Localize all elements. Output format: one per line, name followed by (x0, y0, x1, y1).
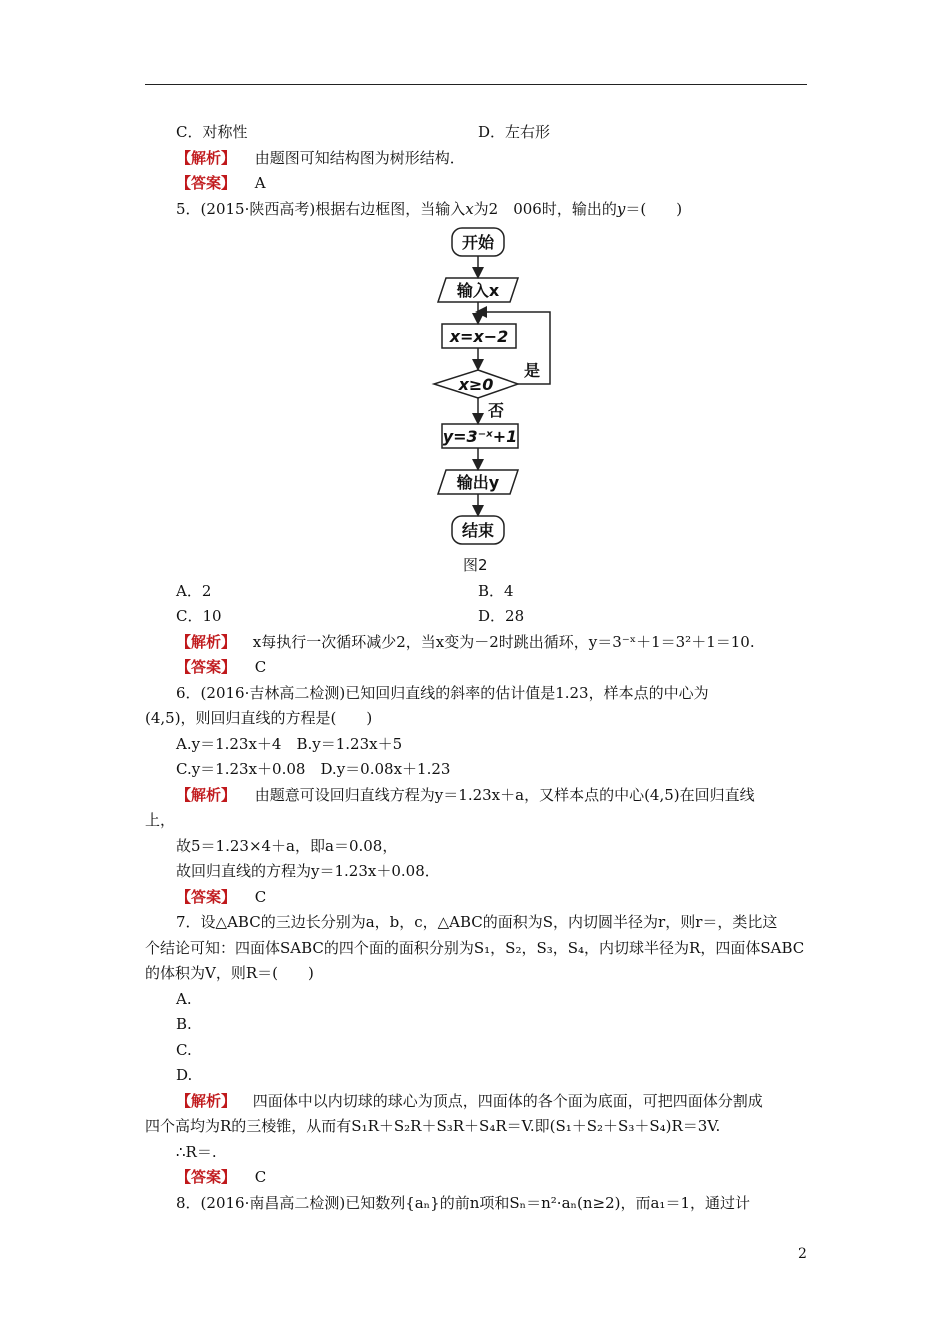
q7-stem-line2: 个结论可知：四面体SABC的四个面的面积分别为S₁，S₂，S₃，S₄，内切球半径为R，四面体SABC (145, 939, 805, 957)
flowchart (420, 222, 570, 552)
q4-answer (176, 173, 266, 193)
q5-option-b: B．4 (478, 582, 514, 600)
q6-analysis-line2: 上， (145, 811, 176, 829)
q5-stem-part1: 5．(2015·陕西高考)根据右边框图，当输入 (176, 200, 466, 218)
answer-text: A (254, 174, 266, 192)
analysis-tag: 【解析】 (176, 149, 237, 167)
analysis-text: 由题意可设回归直线方程为y＝1.23x＋a，又样本点的中心(4,5)在回归直线 (254, 786, 755, 804)
q7-analysis-line2: 四个高均为R的三棱锥，从而有S₁R＋S₂R＋S₃R＋S₄R＝V.即(S₁＋S₂＋S₃＋S₄)R＝3V. (145, 1117, 721, 1135)
analysis-tag: 【解析】 (176, 1092, 237, 1110)
q4-option-c: C．对称性 (176, 123, 248, 141)
q4-option-d: D．左右形 (478, 123, 551, 141)
answer-text: C (254, 658, 267, 676)
q5-stem-x: x (465, 200, 474, 218)
q6-analysis-line3: 故5＝1.23×4＋a，即a＝0.08， (176, 837, 398, 855)
q5-option-a: A．2 (176, 582, 212, 600)
q7-option-c: C. (176, 1041, 192, 1059)
q6-options-ab: A.y＝1.23x＋4 B.y＝1.23x＋5 (176, 735, 403, 753)
q7-answer (176, 1167, 266, 1187)
q7-analysis-line3: ∴R＝. (176, 1143, 217, 1161)
analysis-text: x每执行一次循环减少2，当x变为－2时跳出循环，y＝3⁻ˣ＋1＝3²＋1＝10. (252, 633, 755, 651)
answer-tag: 【答案】 (176, 888, 237, 906)
q6-options-cd: C.y＝1.23x＋0.08 D.y＝0.08x＋1.23 (176, 760, 451, 778)
figure-caption: 图2 (463, 556, 488, 574)
start-label: 开始 (461, 233, 495, 252)
q7-stem-line1: 7．设△ABC的三边长分别为a，b，c，△ABC的面积为S，内切圆半径为r，则r＝，类比这 (176, 913, 778, 931)
q5-stem-part2: 为2 006时，输出的 (473, 200, 617, 218)
q7-option-a: A. (176, 990, 192, 1008)
q7-option-b: B. (176, 1015, 192, 1033)
q6-analysis-line4: 故回归直线的方程为y＝1.23x＋0.08． (176, 862, 440, 880)
q4-analysis (176, 148, 465, 168)
q6-analysis (176, 785, 755, 805)
q7-analysis (176, 1091, 763, 1111)
q5-answer (176, 657, 266, 677)
condition-label: x≥0 (458, 375, 494, 394)
q5-stem-part3: ＝( ) (625, 200, 683, 218)
q7-option-d: D. (176, 1066, 193, 1084)
q5-analysis (176, 632, 755, 652)
q5-option-c: C．10 (176, 607, 222, 625)
answer-tag: 【答案】 (176, 1168, 237, 1186)
no-label: 否 (487, 401, 505, 420)
answer-text: C (254, 888, 267, 906)
answer-tag: 【答案】 (176, 658, 237, 676)
analysis-text: 四面体中以内切球的球心为顶点，四面体的各个面为底面，可把四面体分割成 (252, 1092, 763, 1110)
yes-label: 是 (523, 361, 541, 380)
q5-option-d: D．28 (478, 607, 525, 625)
q6-answer (176, 887, 266, 907)
q7-stem-line3: 的体积为V，则R＝( ) (145, 964, 314, 982)
answer-tag: 【答案】 (176, 174, 237, 192)
q8-stem-line1: 8．(2016·南昌高二检测)已知数列{aₙ}的前n项和Sₙ＝n²·aₙ(n≥2)，而a₁＝1，通过计 (176, 1194, 750, 1212)
q6-stem-line2: (4,5)，则回归直线的方程是( ) (145, 709, 373, 727)
input-label: 输入x (456, 281, 500, 300)
assign-label: x=x−2 (449, 327, 509, 346)
analysis-tag: 【解析】 (176, 633, 237, 651)
answer-text: C (254, 1168, 267, 1186)
q5-stem (176, 199, 682, 219)
q5-stem-y: y (616, 200, 626, 218)
analysis-text: 由题图可知结构图为树形结构． (254, 149, 465, 167)
page-number: 2 (798, 1246, 807, 1262)
q6-stem-line1: 6．(2016·吉林高二检测)已知回归直线的斜率的估计值是1.23，样本点的中心为 (176, 684, 709, 702)
end-label: 结束 (461, 521, 495, 540)
calc-label: y=3⁻ˣ+1 (442, 427, 518, 446)
analysis-tag: 【解析】 (176, 786, 237, 804)
header-rule (145, 84, 807, 85)
output-label: 输出y (456, 473, 500, 492)
